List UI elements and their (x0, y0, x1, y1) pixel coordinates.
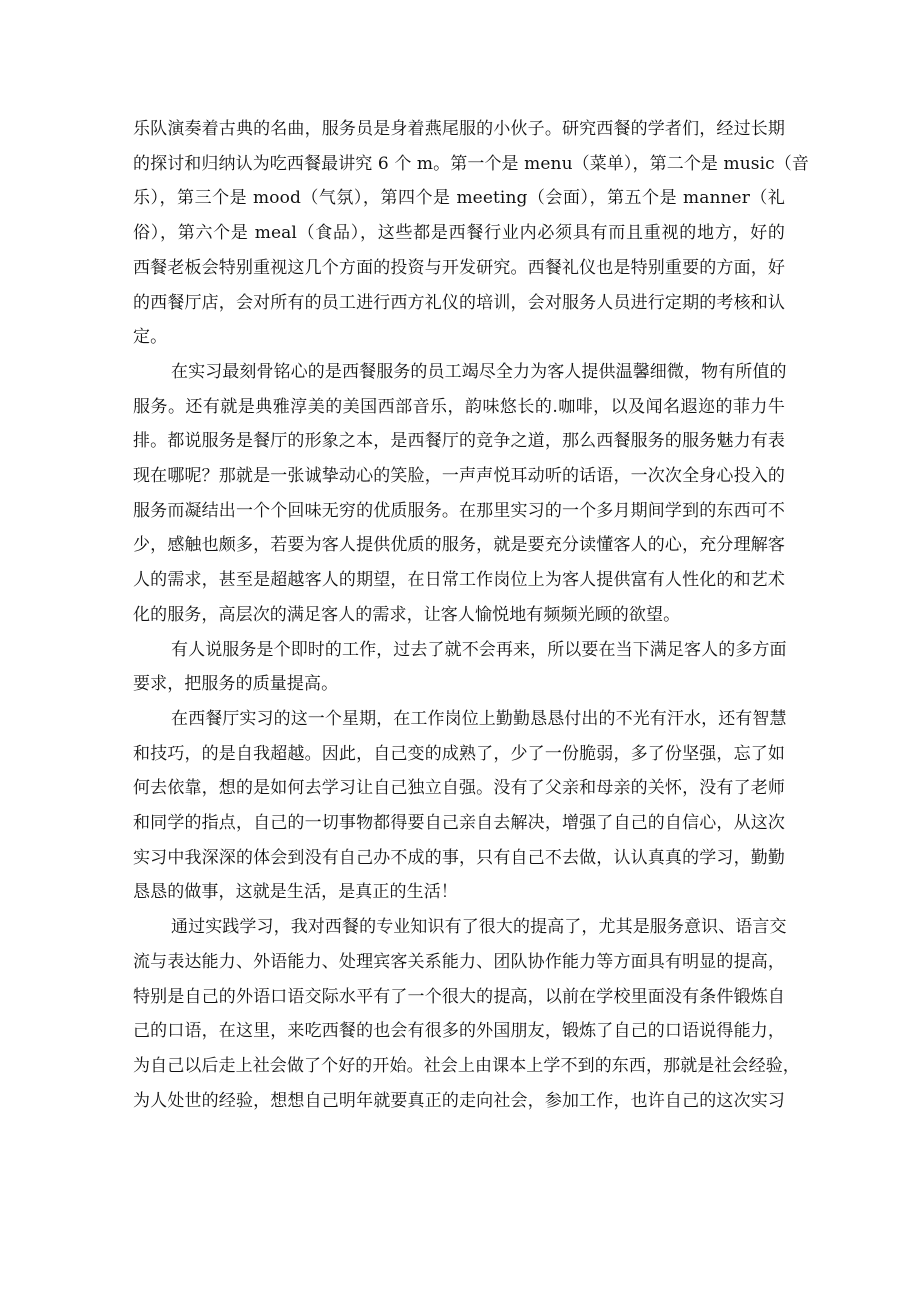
paragraph-line: 在西餐厅实习的这一个星期，在工作岗位上勤勤恳恳付出的不光有汗水，还有智慧 (171, 708, 787, 729)
paragraph-line: 化的服务，高层次的满足客人的需求，让客人愉悦地有频频光顾的欲望。 (133, 604, 681, 625)
paragraph-line: 的探讨和归纳认为吃西餐最讲究 6 个 m。第一个是 menu（菜单），第二个是 music（音 (133, 153, 809, 174)
paragraph-line: 己的口语，在这里，来吃西餐的也会有很多的外国朋友，锻炼了自己的口语说得能力， (133, 1021, 785, 1042)
paragraph-1 (133, 112, 809, 355)
paragraph-line: 现在哪呢？那就是一张诚挚动心的笑脸，一声声悦耳动听的话语，一次次全身心投入的 (133, 466, 785, 487)
paragraph-line: 有人说服务是个即时的工作，过去了就不会再来，所以要在当下满足客人的多方面 (171, 639, 787, 660)
paragraph-line: 特别是自己的外语口语交际水平有了一个很大的提高，以前在学校里面没有条件锻炼自 (133, 986, 785, 1007)
paragraph-line: 通过实践学习，我对西餐的专业知识有了很大的提高了，尤其是服务意识、语言交 (171, 917, 787, 938)
paragraph-line: 要求，把服务的质量提高。 (133, 674, 339, 695)
paragraph-line: 为自己以后走上社会做了个好的开始。社会上由课本上学不到的东西，那就是社会经验， (133, 1055, 800, 1076)
paragraph-line: 西餐老板会特别重视这几个方面的投资与开发研究。西餐礼仪也是特别重要的方面，好 (133, 257, 785, 278)
paragraph-line: 和同学的指点，自己的一切事物都得要自己亲自去解决，增强了自己的自信心，从这次 (133, 813, 785, 834)
paragraph-line: 和技巧，的是自我超越。因此，自己变的成熟了，少了一份脆弱，多了份坚强，忘了如 (133, 743, 785, 764)
paragraph-line: 在实习最刻骨铭心的是西餐服务的员工竭尽全力为客人提供温馨细微，物有所值的 (171, 361, 787, 382)
document-body (133, 112, 809, 1118)
paragraph-line: 乐），第三个是 mood（气氛），第四个是 meeting（会面），第五个是 manner（礼 (133, 188, 785, 209)
paragraph-line: 排。都说服务是餐厅的形象之本，是西餐厅的竞争之道，那么西餐服务的服务魅力有表 (133, 431, 785, 452)
paragraph-line: 乐队演奏着古典的名曲，服务员是身着燕尾服的小伙子。研究西餐的学者们，经过长期 (133, 119, 785, 139)
paragraph-line: 俗），第六个是 meal（食品），这些都是西餐行业内必须具有而且重视的地方，好的 (133, 223, 785, 244)
paragraph-line: 人的需求，甚至是超越客人的期望，在日常工作岗位上为客人提供富有人性化的和艺术 (133, 570, 785, 591)
paragraph-line: 服务。还有就是典雅淳美的美国西部音乐，韵味悠长的.咖啡，以及闻名遐迩的菲力牛 (133, 396, 785, 417)
paragraph-line: 少，感触也颇多，若要为客人提供优质的服务，就是要充分读懂客人的心，充分理解客 (133, 535, 785, 556)
paragraph-line: 的西餐厅店，会对所有的员工进行西方礼仪的培训，会对服务人员进行定期的考核和认 (133, 292, 785, 313)
paragraph-2 (133, 355, 785, 633)
paragraph-4 (133, 702, 785, 910)
paragraph-line: 定。 (133, 327, 168, 348)
paragraph-line: 何去依靠，想的是如何去学习让自己独立自强。没有了父亲和母亲的关怀，没有了老师 (133, 778, 785, 799)
paragraph-line: 实习中我深深的体会到没有自己办不成的事，只有自己不去做，认认真真的学习，勤勤 (133, 847, 785, 868)
paragraph-line: 为人处世的经验，想想自己明年就要真正的走向社会，参加工作，也许自己的这次实习 (133, 1090, 785, 1111)
paragraph-5 (133, 910, 800, 1118)
paragraph-line: 流与表达能力、外语能力、处理宾客关系能力、团队协作能力等方面具有明显的提高， (133, 951, 785, 972)
paragraph-3 (133, 633, 785, 702)
paragraph-line: 服务而凝结出一个个回味无穷的优质服务。在那里实习的一个多月期间学到的东西可不 (133, 500, 785, 521)
paragraph-line: 恳恳的做事，这就是生活，是真正的生活！ (133, 882, 458, 903)
